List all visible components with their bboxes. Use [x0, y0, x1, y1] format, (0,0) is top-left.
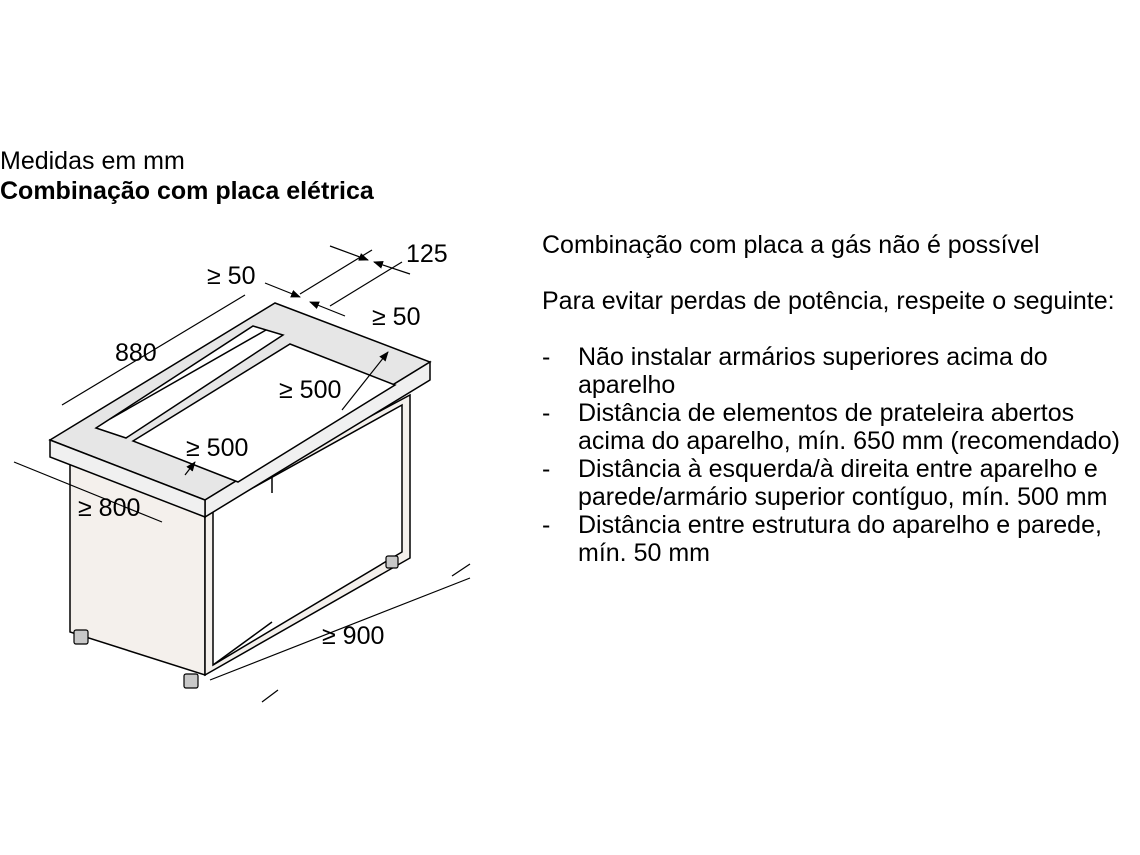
list-item — [542, 343, 1140, 399]
dim-rear-edge-label: 125 — [406, 240, 448, 268]
notes-intro: Para evitar perdas de potência, respeite o seguinte: — [542, 287, 1115, 315]
dim-cutout-width-label: ≥ 500 — [186, 434, 249, 462]
list-item — [542, 399, 1140, 455]
page-title: Combinação com placa elétrica — [0, 177, 374, 205]
list-item — [542, 455, 1140, 511]
dim-back-gap-label: ≥ 50 — [207, 262, 256, 290]
list-item-text: Distância entre estrutura do aparelho e parede, mín. 50 mm — [578, 511, 1102, 567]
dim-cutout-depth-label: ≥ 500 — [279, 376, 342, 404]
dim-cabinet-width-tick-1 — [262, 690, 278, 702]
dim-cabinet-depth-label: ≥ 800 — [78, 494, 141, 522]
dim-cabinet-width-tick-2 — [452, 564, 470, 576]
dim-cabinet-width-label: ≥ 900 — [322, 622, 385, 650]
dim-depth-label: 880 — [115, 339, 157, 367]
dim-back-gap-line — [265, 283, 300, 297]
bullet-marker: - — [542, 511, 551, 539]
notes-list — [542, 343, 1140, 567]
units-label: Medidas em mm — [0, 147, 185, 175]
list-item-text: Não instalar armários superiores acima do aparelho — [578, 343, 1048, 399]
list-item-text: Distância à esquerda/à direita entre aparelho e parede/armário superior contíguo, mín. 500 mm — [578, 455, 1108, 511]
dim-back-gap-line-2 — [310, 302, 345, 316]
dim-rear-edge-line — [330, 246, 368, 260]
spacer — [542, 259, 1140, 287]
dim-side-gap-label: ≥ 50 — [372, 303, 421, 331]
foot-front — [184, 674, 198, 688]
foot-right — [386, 556, 398, 568]
bullet-marker: - — [542, 455, 551, 483]
installation-notes — [542, 231, 1140, 567]
list-item-text: Distância de elementos de prateleira abertos acima do aparelho, mín. 650 mm (recomendado) — [578, 399, 1120, 455]
bullet-marker: - — [542, 343, 551, 371]
bullet-marker: - — [542, 399, 551, 427]
gas-note: Combinação com placa a gás não é possível — [542, 231, 1040, 259]
list-item — [542, 511, 1140, 567]
spacer — [542, 315, 1140, 343]
foot-left — [74, 630, 88, 644]
